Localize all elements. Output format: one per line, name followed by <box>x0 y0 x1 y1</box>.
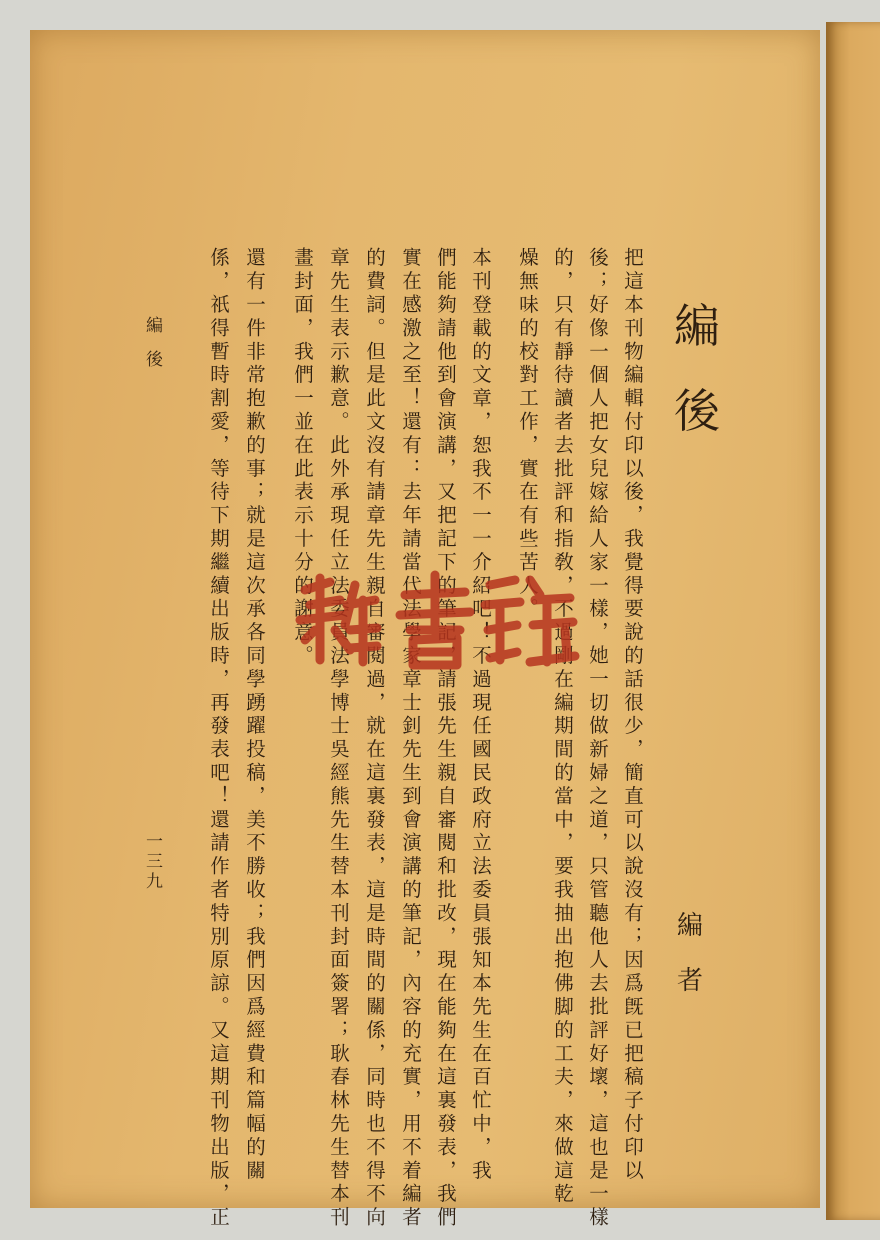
text-column-10: 畫封面，我們一並在此表示十分的謝意。 <box>291 247 314 669</box>
text-column-7: 實在感激之至！還有：去年請當代法學家章士釗先生到會演講的筆記，內容的充實，用不着編者 <box>399 247 422 1230</box>
text-column-4: 燥無味的校對工作，實在有些苦人。 <box>516 247 539 622</box>
document-page <box>30 30 820 1208</box>
text-column-9: 章先生表示歉意。此外承現任立法委員法學博士吳經熊先生替本刊封面簽署；耿春林先生替本刊 <box>327 247 350 1230</box>
text-column-1: 把這本刊物編輯付印以後，我覺得要說的話很少，簡直可以說沒有；因爲旣已把稿子付印以 <box>621 247 644 1183</box>
author-char-2: 者 <box>677 966 704 996</box>
text-column-8: 的費詞。但是此文沒有請章先生親自審閱過，就在這裏發表，這是時間的關係，同時也不得不向 <box>363 247 386 1230</box>
page-title-char-2: 後 <box>674 384 720 438</box>
text-column-3: 的，只有靜待讀者去批評和指敎，不過剛在編期間的當中，要我抽出抱佛脚的工夫，來做這乾 <box>551 247 574 1207</box>
adjacent-page-edge <box>826 22 880 1220</box>
text-column-2: 後；好像一個人把女兒嫁給人家一樣，她一切做新婦之道，只管聽他人去批評好壞，這也是一樣 <box>586 247 609 1230</box>
text-column-12: 係，祇得暫時割愛，等待下期繼續出版時，再發表吧！還請作者特別原諒。又這期刊物出版，正 <box>207 247 230 1230</box>
page-number: 一三九 <box>142 832 162 892</box>
text-column-11: 還有一件非常抱歉的事；就是這次承各同學踴躍投稿，美不勝收；我們因爲經費和篇幅的關 <box>243 247 266 1183</box>
text-column-6: 們能夠請他到會演講，又把記下的筆記，請張先生親自審閱和批改，現在能夠在這裏發表，我們 <box>434 247 457 1230</box>
section-footer: 編 後 <box>142 316 162 367</box>
author-char-1: 編 <box>677 911 704 941</box>
page-title-char-1: 編 <box>674 299 720 353</box>
text-column-5: 本刊登載的文章，恕我不一一介紹吧！不過現任國民政府立法委員張知本先生在百忙中，我 <box>469 247 492 1183</box>
